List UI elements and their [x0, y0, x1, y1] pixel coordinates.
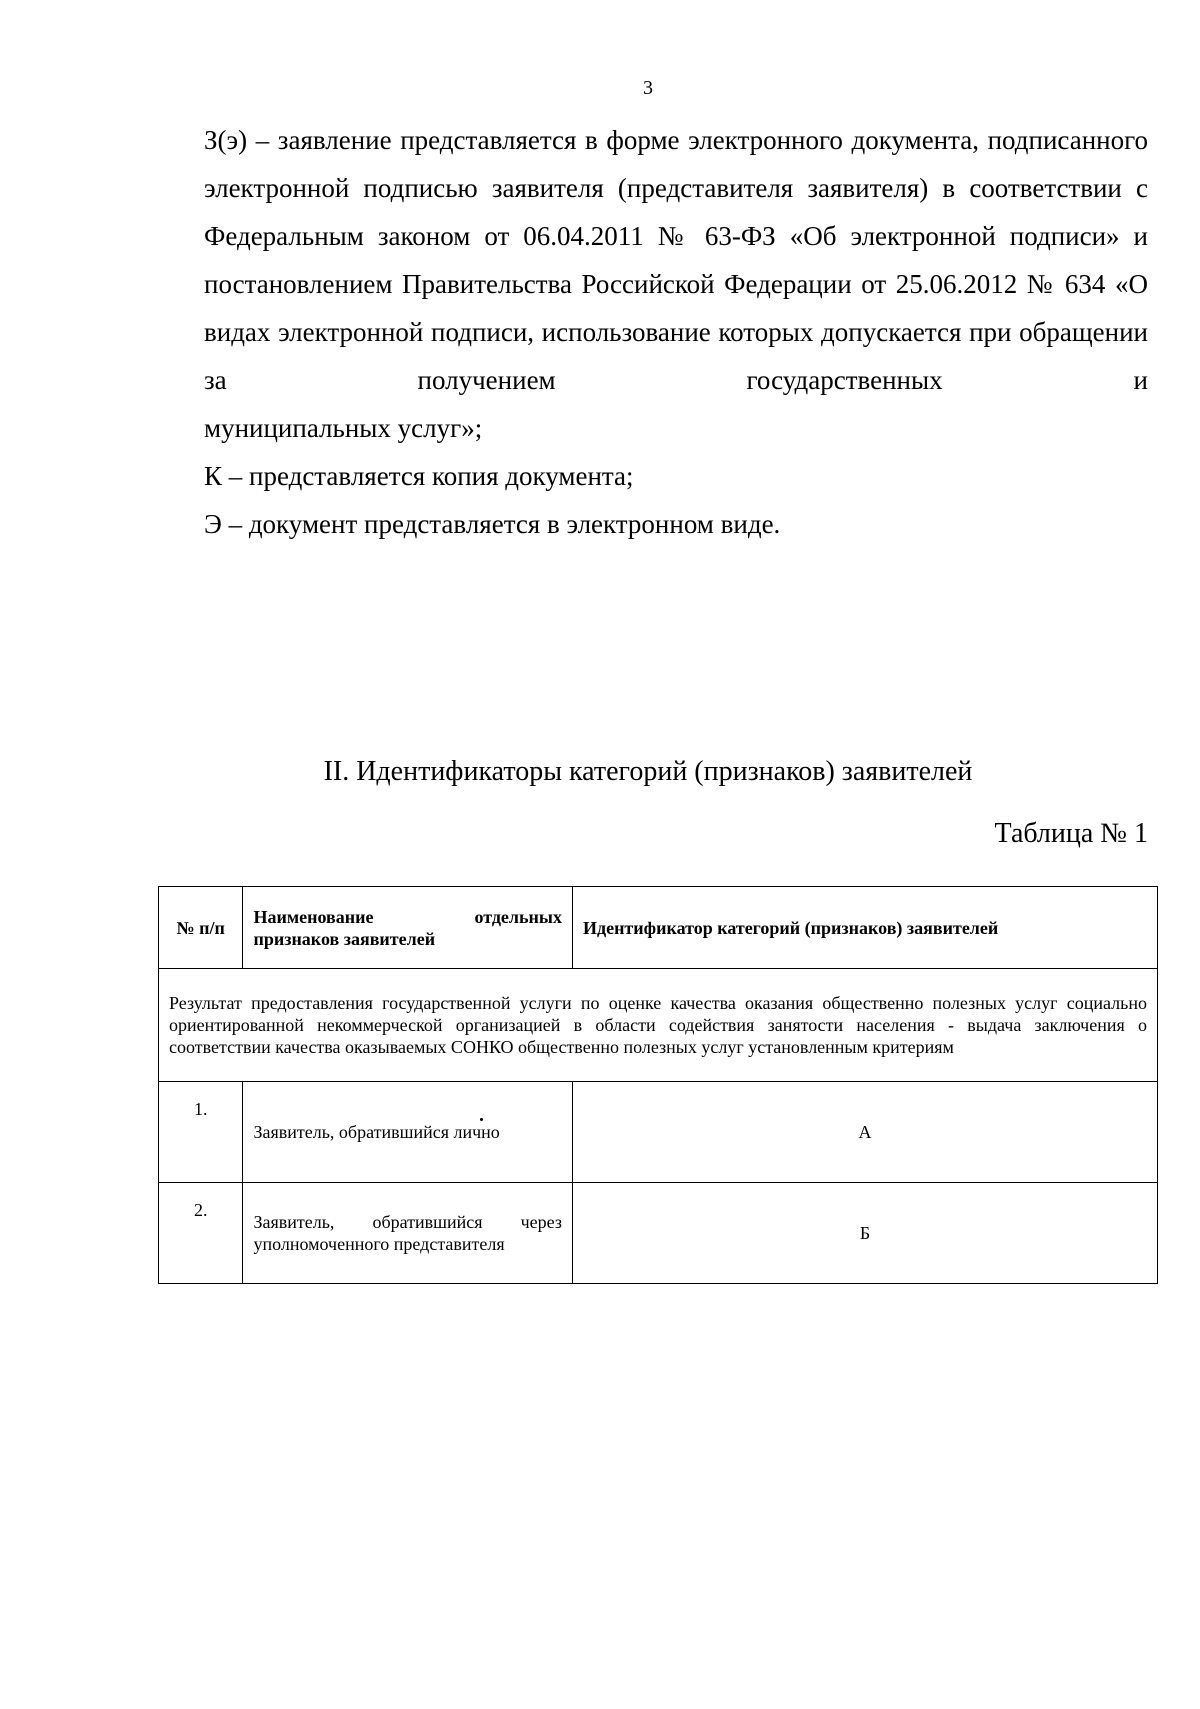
- header-name: [243, 887, 573, 969]
- table-header-row: [159, 887, 1158, 969]
- header-identifier: Идентификатор категорий (признаков) заявителей: [572, 887, 1157, 969]
- row-name: [243, 1183, 573, 1284]
- table-caption: Таблица № 1: [994, 818, 1148, 849]
- section-title: II. Идентификаторы категорий (признаков) заявителей: [323, 756, 973, 787]
- page-number: 3: [643, 77, 653, 99]
- paragraph-signature-definition: З(э) – заявление представляется в форме электронного документа, подписанного электронной подписью заявителя (представителя заявителя) в соответствии с Федеральным законом от 06.04.2011 № 63-ФЗ «Об электронной подписи» и постановлением Правительства Российской Федерации от 25.06.2012 № 634 «О видах электронной подписи, использование которых допускается при обращении за получением государственных и: [204, 125, 1148, 395]
- row-number: 1.: [159, 1082, 243, 1183]
- table-merged-row: [159, 969, 1158, 1082]
- header-name-line-1: Наименование отдельных: [253, 906, 562, 927]
- applicant-categories-table: [158, 886, 1158, 1284]
- row-identifier: А: [572, 1082, 1157, 1183]
- header-name-line-2: признаков заявителей: [253, 928, 436, 949]
- table-row: [159, 1183, 1158, 1284]
- row-identifier: Б: [572, 1183, 1157, 1284]
- paragraph-electronic-definition: Э – документ представляется в электронном виде.: [204, 509, 781, 539]
- paragraph-signature-definition-end: муниципальных услуг»;: [204, 413, 483, 443]
- row-number: 2.: [159, 1183, 243, 1284]
- row-name-line-2: уполномоченного представителя: [253, 1234, 505, 1254]
- paragraph-copy-definition: К – представляется копия документа;: [204, 461, 634, 491]
- table-row: [159, 1082, 1158, 1183]
- body-text: [204, 116, 1148, 548]
- header-number: № п/п: [159, 887, 243, 969]
- service-result-description: Результат предоставления государственной услуги по оценке качества оказания общественно полезных услуг социально ориентированной некоммерческой организацией в области содействия занятости населения - выдача заключения о соответствии качества оказываемых СОНКО общественно полезных услуг установленным критериям: [159, 969, 1158, 1082]
- row-name: Заявитель, обратившийся лично: [243, 1082, 573, 1183]
- row-name-line-1: Заявитель, обратившийся через: [253, 1212, 562, 1232]
